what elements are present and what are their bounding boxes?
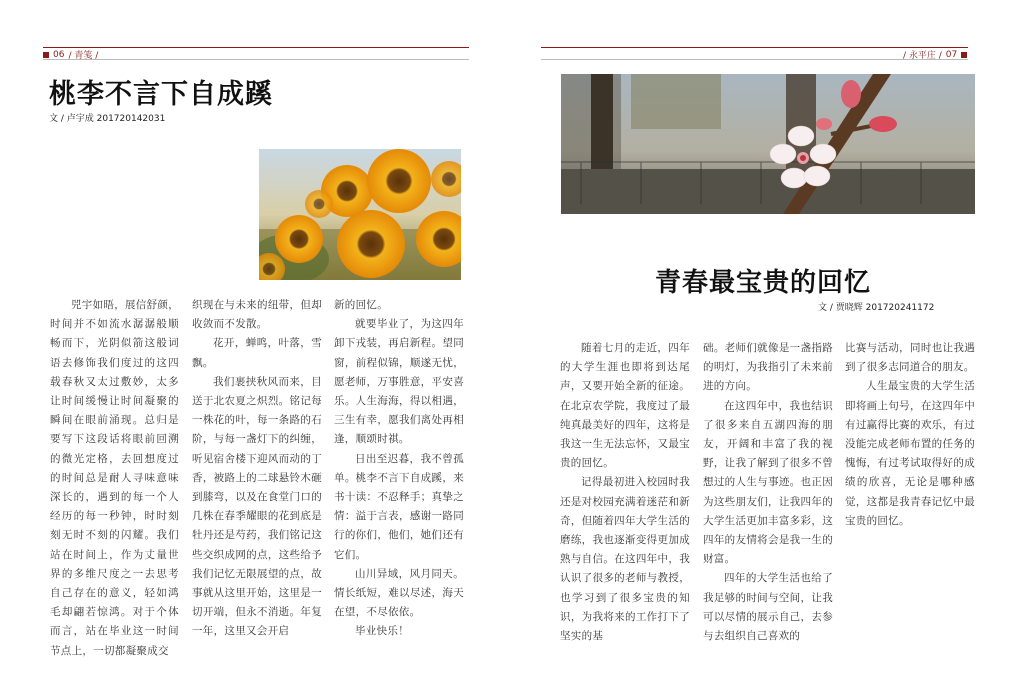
- left-paragraph: 兕宇如晤，展信舒颜，时间并不如流水潺潺般顺畅而下，光阴似箭这般词语去修饰我们度过的这四载春秋又太过敷妙，太多让时间缓慢让时间凝聚的瞬间在眼前涌现。总归是要写下这段话将眼前回溯的微光定格，去回想度过的时间总是耐人寻味意味深长的，遇到的每一个人经历的每一秒钟，时时刻刻无时不刻的闪耀。我们站在时间上，作为丈量世界的多维尺度之一去思考自己存在的意义，轻如鸿毛却翩若惊鸿。对于个体而言，站在毕业这一时间节点上，一切都凝聚成交: [50, 299, 179, 657]
- left-paragraph: 山川异域，风月同天。情长纸短，难以尽述，海天在望，不尽依依。: [334, 567, 464, 619]
- right-page-header: [903, 48, 967, 61]
- left-text-column-1: [50, 296, 179, 661]
- right-article-title: 青春最宝贵的回忆: [655, 268, 872, 298]
- left-paragraph: 就要毕业了，为这四年卸下戎装，再启新程。望同窗，前程似锦，顺遂无忧，愿老师，万事胜意，平安喜乐。人生海海，得以相遇，三生有幸，愿我们离处再相逢，顺颂时祺。: [334, 318, 464, 446]
- left-paragraph: 织现在与未来的纽带，但却收敛而不发散。: [192, 299, 322, 331]
- left-section-label: / 青笺 /: [68, 51, 99, 61]
- left-article-title: 桃李不言下自成蹊: [49, 79, 273, 110]
- left-paragraph: 日出至迟暮，我不曾孤单。桃李不言下自成蹊，来书十读：不忍释手；真挚之情：溢于言表，感谢一路同行的你们，他们，她们还有它们。: [334, 452, 464, 561]
- right-paragraph: 础。老师们就像是一盏指路的明灯，为我指引了未来前进的方向。: [703, 342, 833, 393]
- right-paragraph: 在这四年中，我也结识了很多来自五湖四海的朋友，开阔和丰富了我的视野，让我了解到了很多不曾想过的人生与事迹。也正因为这些朋友们，让我四年的大学生活更加丰富多彩，这四年的友情将会是我一生的财富。: [703, 399, 833, 566]
- right-paragraph: 随着七月的走近，四年的大学生涯也即将到达尾声，又要开始全新的征途。在北京农学院，我度过了最纯真最美好的四年，这将是我这一生无法忘怀，又最宝贵的回忆。: [560, 342, 690, 470]
- right-section-label: / 永平庄 /: [903, 51, 942, 61]
- left-paragraph: 毕业快乐！: [355, 625, 409, 638]
- header-square-icon: [43, 52, 49, 58]
- left-paragraph: 我们裹挟秋风而来，目送于北农夏之炽烈。铭记每一株花的叶，每一条路的石阶，与每一盏灯下的纠缠，听见宿舍楼下迎风而动的丁香，被路上的二球悬铃木砸到膝弯，以及在食堂门口的几株在春季耀眼的花到底是牡丹还是芍药，我们铭记这些交织成网的点，这些给予我们记忆无限展望的点，故事就从这里开始，这里是一切开端，但永不消逝。年复一年，这里又会开启: [192, 375, 322, 638]
- right-paragraph: 人生最宝贵的大学生活即将画上句号，在这四年中有过赢得比赛的欢乐，有过没能完成老师布置的任务的愧悔，有过考试取得好的成绩的欣喜，无论是哪种感觉，这都是我青春记忆中最宝贵的回忆。: [845, 380, 975, 527]
- left-text-column-3: [334, 296, 464, 642]
- apricot-blossom-photo: [561, 74, 975, 214]
- right-text-column-2: [703, 339, 833, 646]
- right-paragraph: 四年的大学生活也给了我足够的时间与空间，让我可以尽情的展示自己，去参与去组织自己喜欢的: [703, 572, 833, 643]
- left-byline: 文 / 卢宇成 201720142031: [49, 114, 166, 124]
- left-page-header: [43, 48, 98, 61]
- left-header-rule: [43, 47, 469, 48]
- left-paragraph: 新的回忆。: [334, 299, 388, 311]
- right-paragraph: 比赛与活动，同时也让我遇到了很多志同道合的朋友。: [845, 342, 975, 374]
- left-paragraph: 花开，蝉鸣，叶落，雪飘。: [192, 337, 322, 369]
- right-text-column-1: [560, 339, 690, 646]
- right-page-number: 07: [945, 49, 958, 60]
- left-page-number: 06: [53, 49, 65, 60]
- right-byline: 文 / 贾晓辉 201720241172: [818, 303, 935, 313]
- left-text-column-2: [192, 296, 322, 642]
- sunflowers-photo: [259, 149, 461, 280]
- right-paragraph: 记得最初进入校园时我还是对校园充满着迷茫和新奇，但随着四年大学生活的磨练，我也逐渐变得更加成熟与自信。在这四年中，我认识了很多的老师与教授，也学习到了很多宝贵的知识，为我将来的工作打下了坚实的基: [560, 476, 690, 643]
- left-header-rule-thin: [43, 59, 469, 60]
- right-text-column-3: [845, 339, 975, 531]
- header-square-icon: [961, 52, 967, 58]
